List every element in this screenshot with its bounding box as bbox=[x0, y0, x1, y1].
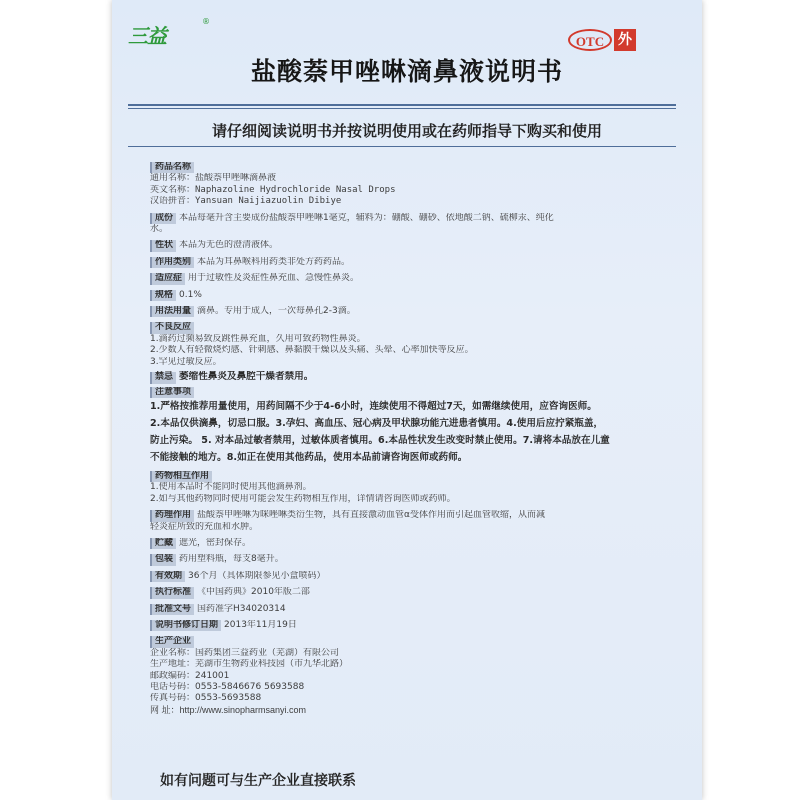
registered-mark: ® bbox=[202, 17, 210, 26]
composition-text: 本品每毫升含主要成份盐酸萘甲唑啉1毫克，辅料为：硼酸、硼砂、依地酸二钠、硫柳汞、纯化 bbox=[179, 212, 554, 223]
precautions-line: 2.本品仅供滴鼻，切忌口服。3.孕妇、高血压、冠心病及甲状腺功能亢进患者慎用。4.使用后应拧紧瓶盖， bbox=[150, 417, 604, 429]
manufacturer-website: 网 址：http://www.sinopharmsanyi.com bbox=[150, 704, 307, 715]
manufacturer-address: 生产地址：芜湖市生物药业科技园（市九华北路） bbox=[150, 659, 349, 670]
precautions-line: 1.严格按推荐用量使用，用药间隔不少于4-6小时，连续使用不得超过7天，如需继续使用，应咨询医师。 bbox=[150, 400, 597, 412]
pharmacology-text: 盐酸萘甲唑啉为咪唑啉类衍生物，具有直接激动血管α受体作用而引起血管收缩，从而减 bbox=[197, 510, 545, 521]
section-label-drug-name: 药品名称 bbox=[150, 162, 194, 173]
properties-text: 本品为无色的澄清液体。 bbox=[179, 240, 279, 251]
precautions-line: 不能接触的地方。8.如正在使用其他药品，使用本品前请咨询医师或药师。 bbox=[150, 451, 468, 463]
pharmacology-text-cont: 轻炎症所致的充血和水肿。 bbox=[150, 521, 259, 532]
section-label-interactions: 药物相互作用 bbox=[150, 471, 212, 482]
composition-text-cont: 水。 bbox=[150, 224, 169, 235]
section-label-specification: 规格 bbox=[150, 290, 176, 301]
section-label-properties: 性状 bbox=[150, 240, 176, 251]
section-label-composition: 成份 bbox=[150, 213, 176, 224]
document-title: 盐酸萘甲唑啉滴鼻液说明书 bbox=[250, 57, 563, 86]
adverse-item: 1.滴药过频易致反跳性鼻充血，久用可致药物性鼻炎。 bbox=[150, 333, 366, 344]
section-label-packaging: 包装 bbox=[150, 554, 176, 565]
packaging-text: 药用塑料瓶，每支8毫升。 bbox=[179, 554, 284, 565]
manufacturer-postcode: 邮政编码：241001 bbox=[150, 670, 230, 681]
interactions-item: 1.使用本品时不能同时使用其他滴鼻剂。 bbox=[150, 482, 312, 493]
specification-text: 0.1% bbox=[179, 289, 202, 300]
section-label-adverse: 不良反应 bbox=[150, 322, 194, 333]
divider-notice bbox=[128, 146, 676, 147]
pinyin-name: 汉语拼音：Yansuan Naijiazuolin Dibiye bbox=[150, 196, 342, 207]
section-label-storage: 贮藏 bbox=[150, 538, 176, 549]
leaflet-body bbox=[150, 162, 670, 716]
section-label-indications: 适应症 bbox=[150, 273, 185, 284]
interactions-item: 2.如与其他药物同时使用可能会发生药物相互作用，详情请咨询医师或药师。 bbox=[150, 493, 456, 504]
contraindications-text: 萎缩性鼻炎及鼻腔干燥者禁用。 bbox=[179, 371, 314, 383]
section-label-standard: 执行标准 bbox=[150, 587, 194, 598]
standard-text: 《中国药典》2010年版二部 bbox=[197, 587, 310, 598]
adverse-item: 3.罕见过敏反应。 bbox=[150, 356, 222, 367]
section-label-precautions: 注意事项 bbox=[150, 387, 194, 398]
section-label-validity: 有效期 bbox=[150, 571, 185, 582]
section-label-approval: 批准文号 bbox=[150, 604, 194, 615]
section-label-dosage: 用法用量 bbox=[150, 306, 194, 317]
usage-notice: 请仔细阅读说明书并按说明使用或在药师指导下购买和使用 bbox=[211, 122, 602, 140]
english-name: 英文名称：Naphazoline Hydrochloride Nasal Drops bbox=[150, 184, 396, 195]
otc-badge: OTC bbox=[568, 29, 612, 51]
precautions-line: 防止污染。 5. 对本品过敏者禁用，过敏体质者慎用。6.本品性状发生改变时禁止使用。7.请将本品放在儿童 bbox=[150, 434, 610, 446]
manufacturer-fax: 传真号码：0553-5693588 bbox=[150, 693, 262, 704]
generic-name: 通用名称：盐酸萘甲唑啉滴鼻液 bbox=[150, 173, 277, 184]
section-label-category: 作用类别 bbox=[150, 257, 194, 268]
approval-text: 国药准字H34020314 bbox=[197, 603, 286, 614]
brand-logo: 三益 bbox=[128, 24, 166, 48]
section-label-manufacturer: 生产企业 bbox=[150, 636, 194, 647]
dosage-text: 滴鼻。专用于成人，一次每鼻孔2-3滴。 bbox=[197, 306, 356, 317]
adverse-item: 2.少数人有轻微烧灼感、针刺感、鼻黏膜干燥以及头痛、头晕、心率加快等反应。 bbox=[150, 345, 474, 356]
contact-footer: 如有问题可与生产企业直接联系 bbox=[160, 773, 356, 789]
manufacturer-name: 企业名称：国药集团三益药业（芜湖）有限公司 bbox=[150, 647, 340, 658]
revision-text: 2013年11月19日 bbox=[224, 619, 297, 630]
indications-text: 用于过敏性及炎症性鼻充血、急慢性鼻炎。 bbox=[188, 273, 360, 284]
section-label-revision: 说明书修订日期 bbox=[150, 620, 221, 631]
manufacturer-phone: 电话号码：0553-5846676 5693588 bbox=[150, 682, 305, 692]
otc-category-badge: 外 bbox=[614, 29, 636, 51]
validity-text: 36个月（具体期限参见小盒喷码） bbox=[188, 570, 326, 581]
category-text: 本品为耳鼻喉科用药类非处方药药品。 bbox=[197, 256, 351, 267]
storage-text: 遮光，密封保存。 bbox=[179, 537, 252, 548]
divider-top-thin bbox=[128, 108, 676, 109]
divider-top bbox=[128, 104, 676, 106]
section-label-pharmacology: 药理作用 bbox=[150, 510, 194, 521]
section-label-contraindications: 禁忌 bbox=[150, 372, 176, 383]
